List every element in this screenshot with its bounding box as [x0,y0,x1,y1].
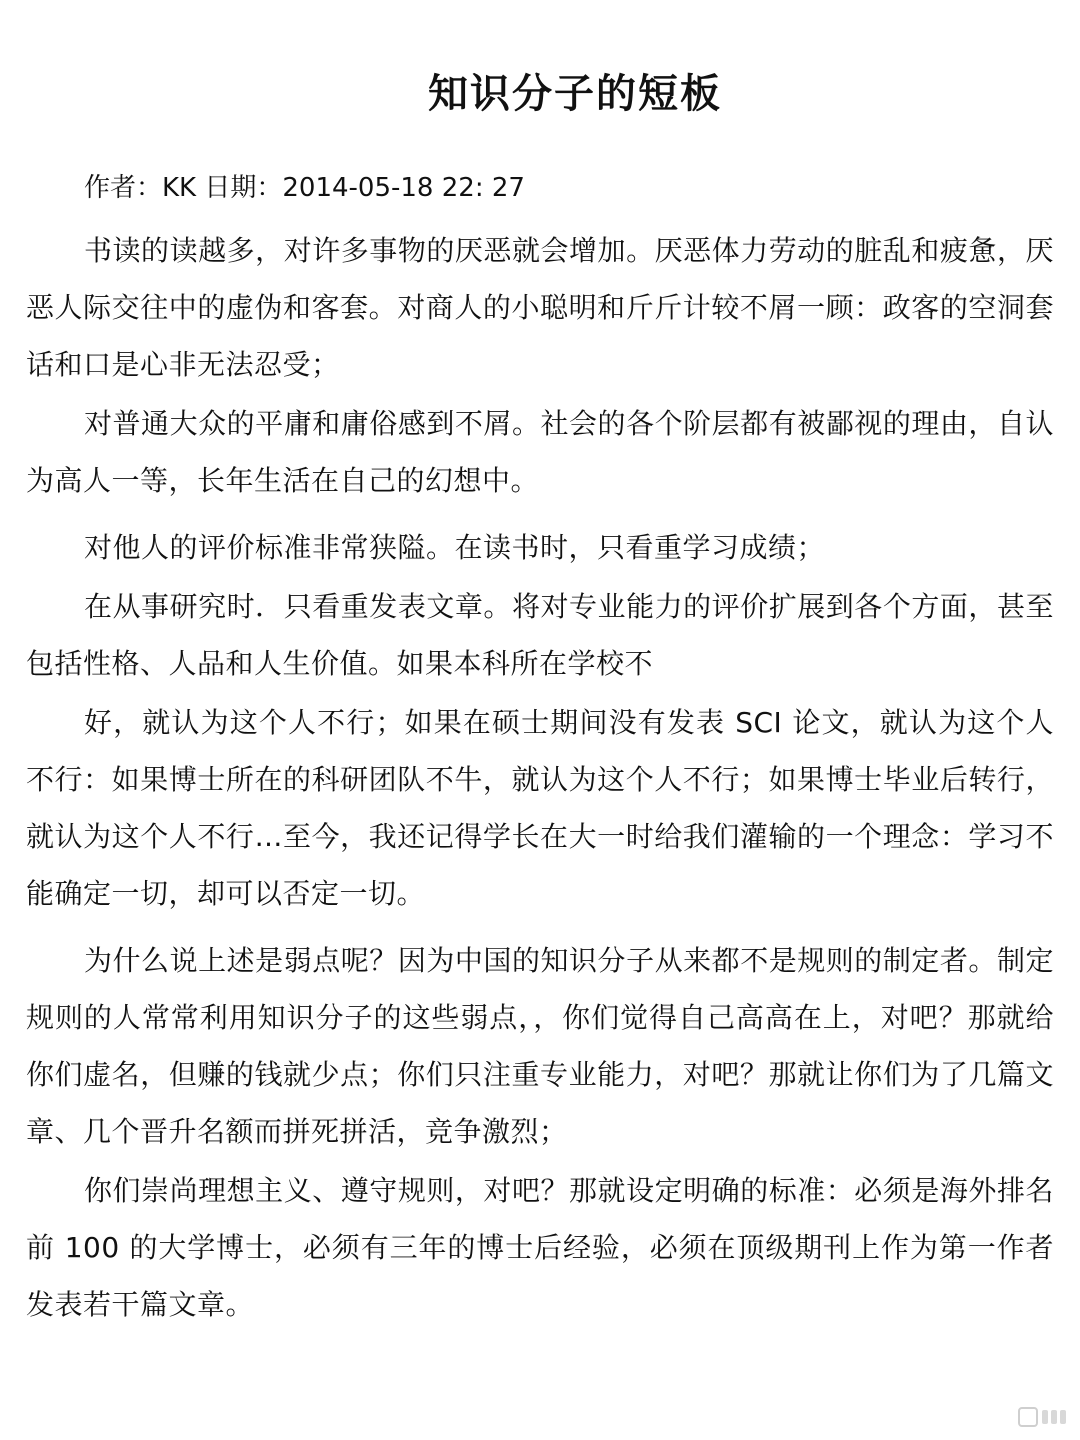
paragraph: 好，就认为这个人不行；如果在硕士期间没有发表 SCI 论文，就认为这个人不行：如果博士所在的科研团队不牛，就认为这个人不行；如果博士毕业后转行，就认为这个人不行…至今，我还记得学长在大一时给我们灌输的一个理念：学习不能确定一切，却可以否定一切。 [26,706,1054,910]
paragraph: 为什么说上述是弱点呢？因为中国的知识分子从来都不是规则的制定者。制定规则的人常常利用知识分子的这些弱点，，你们觉得自己高高在上，对吧？那就给你们虚名，但赚的钱就少点；你们只注重专业能力，对吧？那就让你们为了几篇文章、几个晋升名额而拼死拼活，竞争激烈； [26,944,1054,1148]
watermark-bars-icon [1042,1410,1066,1424]
watermark-box-icon [1018,1407,1038,1427]
paragraph: 对他人的评价标准非常狭隘。在读书时，只看重学习成绩； [84,531,826,564]
paragraph: 在从事研究时．只看重发表文章。将对专业能力的评价扩展到各个方面，甚至包括性格、人品和人生价值。如果本科所在学校不 [26,590,1054,680]
paragraph: 你们崇尚理想主义、遵守规则，对吧？那就设定明确的标准：必须是海外排名前 100 的大学博士，必须有三年的博士后经验，必须在顶级期刊上作为第一作者发表若干篇文章。 [26,1174,1054,1321]
paragraph: 对普通大众的平庸和庸俗感到不屑。社会的各个阶层都有被鄙视的理由，自认为高人一等，长年生活在自己的幻想中。 [26,407,1054,497]
watermark-logo [1010,1400,1074,1434]
paragraph: 书读的读越多，对许多事物的厌恶就会增加。厌恶体力劳动的脏乱和疲惫，厌恶人际交往中的虚伪和客套。对商人的小聪明和斤斤计较不屑一顾：政客的空洞套话和口是心非无法忍受； [26,234,1054,381]
document-title: 知识分子的短板 [428,71,722,117]
author-date-line: 作者：KK 日期：2014-05-18 22: 27 [84,173,525,203]
